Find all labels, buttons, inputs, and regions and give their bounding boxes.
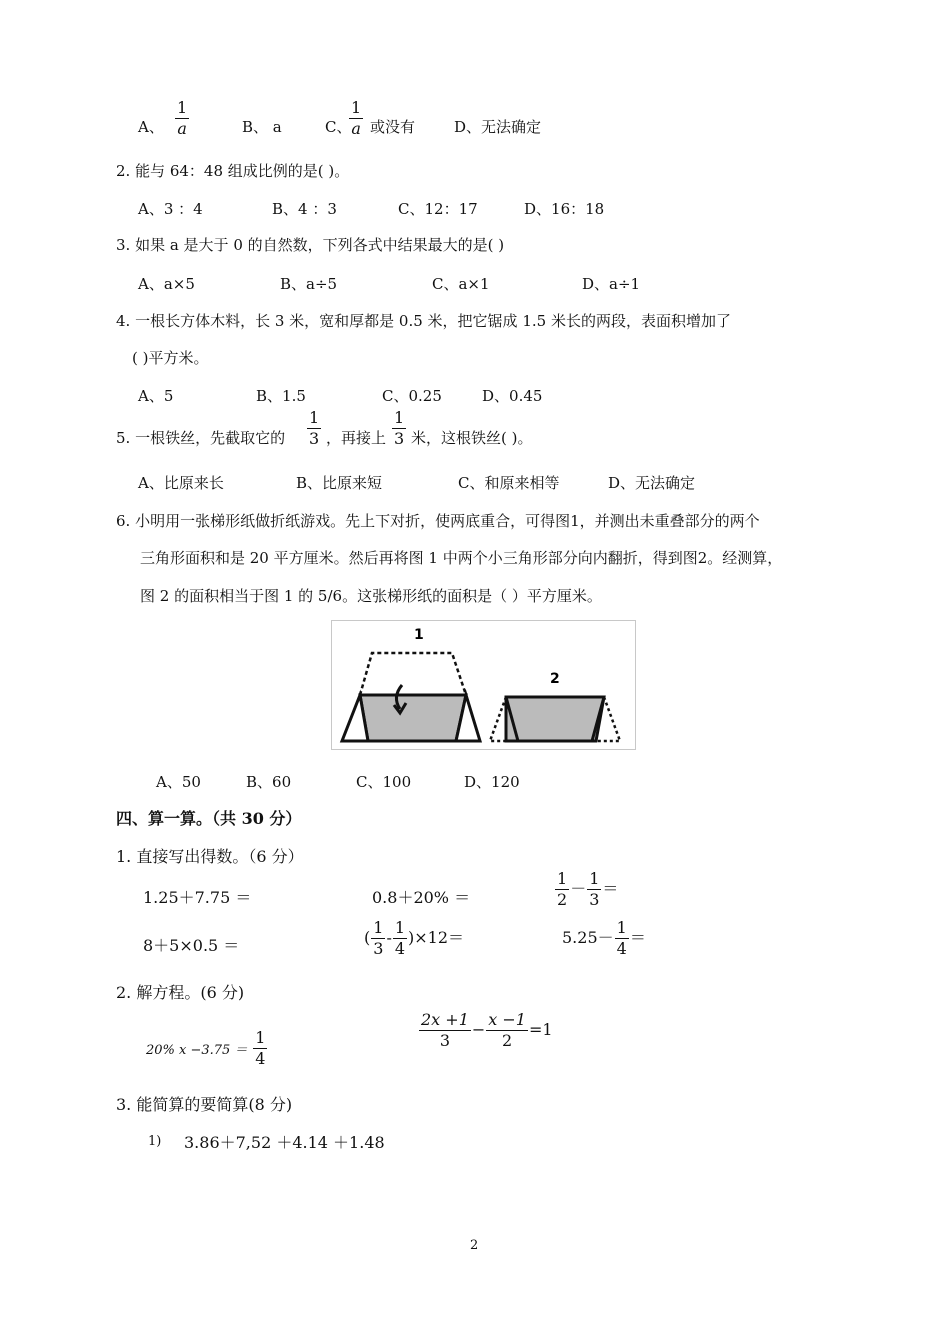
fraction-numerator: x −1 <box>488 1010 526 1029</box>
minus-sign: − <box>471 1020 486 1039</box>
expression-prefix: 5.25－ <box>562 928 614 947</box>
equals-one: =1 <box>528 1020 553 1039</box>
q5-option-d: D、无法确定 <box>608 474 696 492</box>
q4-option-d: D、0.45 <box>482 387 543 405</box>
q5-option-c: C、和原来相等 <box>458 474 560 492</box>
q3-stem: 3. 如果 a 是大于 0 的自然数，下列各式中结果最大的是( ) <box>116 236 505 254</box>
fraction <box>555 871 569 908</box>
q5-text-1: 5. 一根铁丝，先截取它的 <box>116 429 286 447</box>
fraction-numerator: 1 <box>309 408 320 427</box>
fraction-numerator: 1 <box>557 869 568 888</box>
part1-title: 1. 直接写出得数。（6 分） <box>116 847 304 866</box>
fig2-label: 2 <box>550 671 560 687</box>
q1-option-b: B、 a <box>242 118 282 136</box>
equals-sign: ＝ <box>629 928 646 947</box>
fraction <box>393 920 407 957</box>
equation-a <box>146 1030 268 1080</box>
fraction-denominator: 3 <box>373 939 384 958</box>
minus-sign: - <box>386 928 392 947</box>
equation-a-left: 20% x −3.75 ＝ <box>146 1043 248 1058</box>
fraction-denominator: 2 <box>502 1031 513 1050</box>
fraction-numerator: 1 <box>255 1028 266 1047</box>
q6-stem-line3: 图 2 的面积相当于图 1 的 5/6。这张梯形纸的面积是（ ）平方厘米。 <box>140 587 602 605</box>
q2-option-c: C、12：17 <box>398 200 478 218</box>
q2-option-b: B、4 ：3 <box>272 200 337 218</box>
fraction <box>587 871 601 908</box>
q4-option-a: A、5 <box>138 387 174 405</box>
q1-option-d: D、无法确定 <box>454 118 542 136</box>
trapezoid-figure-svg <box>332 621 635 749</box>
q1-option-a-label: A、 <box>138 118 164 136</box>
q5-option-a: A、比原来长 <box>138 474 224 492</box>
q1-option-a-fraction <box>175 100 189 137</box>
q6-option-a: A、50 <box>156 773 201 791</box>
fraction-denominator: 3 <box>439 1031 451 1050</box>
q4-option-c: C、0.25 <box>382 387 442 405</box>
q6-option-b: B、60 <box>246 773 292 791</box>
fraction <box>253 1030 267 1067</box>
q6-stem-line2: 三角形面积和是 20 平方厘米。然后再将图 1 中两个小三角形部分向内翻折，得到图2。经测算， <box>140 549 783 567</box>
q4-option-b: B、1.5 <box>256 387 306 405</box>
fraction-numerator: 1 <box>589 869 600 888</box>
fraction-numerator: 1 <box>177 98 188 117</box>
q6-option-c: C、100 <box>356 773 412 791</box>
q2-option-d: D、16：18 <box>524 200 605 218</box>
page-number: 2 <box>470 1238 479 1253</box>
q5-fraction-2 <box>392 410 406 447</box>
fraction <box>486 1012 528 1049</box>
fraction-numerator: 1 <box>394 918 406 937</box>
fraction-numerator: 1 <box>373 918 384 937</box>
fraction-denominator: a <box>177 119 187 138</box>
q3-option-d: D、a÷1 <box>582 275 641 293</box>
calc-expression-3 <box>554 871 618 921</box>
minus-sign: － <box>570 879 587 898</box>
q6-option-d: D、120 <box>464 773 520 791</box>
equals-sign: ＝ <box>602 879 619 898</box>
q3-option-c: C、a×1 <box>432 275 490 293</box>
q6-stem-line1: 6. 小明用一张梯形纸做折纸游戏。先上下对折，使两底重合，可得图1，并测出未重叠部分的两个 <box>116 512 760 530</box>
calc-expression-1: 1.25＋7.75 ＝ <box>143 888 252 907</box>
fraction-numerator: 1 <box>616 918 627 937</box>
part3-item-expression: 3.86＋7,52 ＋4.14 ＋1.48 <box>184 1133 385 1152</box>
fraction-denominator: a <box>351 119 361 138</box>
calc-expression-4: 8＋5×0.5 ＝ <box>143 936 240 955</box>
equation-b <box>418 1012 553 1062</box>
q3-option-a: A、a×5 <box>138 275 195 293</box>
q2-option-a: A、3 ：4 <box>138 200 203 218</box>
fraction-denominator: 4 <box>616 939 627 958</box>
open-paren: ( <box>364 928 371 947</box>
fraction <box>419 1012 471 1049</box>
calc-expression-5 <box>364 920 464 970</box>
fraction-denominator: 3 <box>589 890 600 909</box>
q1-option-c-suffix: 或没有 <box>370 118 416 136</box>
q5-option-b: B、比原来短 <box>296 474 383 492</box>
q5-text-2: ，再接上 <box>326 429 387 447</box>
part3-item-number: 1) <box>148 1134 162 1149</box>
fraction-numerator: 1 <box>394 408 405 427</box>
fraction-denominator: 3 <box>394 429 405 448</box>
calc-expression-2: 0.8＋20% ＝ <box>372 888 471 907</box>
fraction-numerator: 2x +1 <box>421 1010 469 1029</box>
fraction-numerator: 1 <box>351 98 362 117</box>
q4-stem: 4. 一根长方体木料，长 3 米，宽和厚都是 0.5 米，把它锯成 1.5 米长的两段，表面积增加了 <box>116 312 731 330</box>
fig1-label: 1 <box>414 627 424 643</box>
close-paren: )×12＝ <box>408 928 465 947</box>
part3-title: 3. 能简算的要简算(8 分) <box>116 1095 293 1114</box>
q1-option-c-fraction <box>349 100 363 137</box>
q1-option-c-label: C、 <box>325 118 352 136</box>
q3-option-b: B、a÷5 <box>280 275 338 293</box>
q4-stem-cont: ( )平方米。 <box>132 349 209 367</box>
fraction <box>371 920 385 957</box>
fraction <box>615 920 629 957</box>
calc-expression-6 <box>562 920 646 970</box>
fig1-overlap-region <box>360 695 466 741</box>
q5-text-3: 米，这根铁丝( )。 <box>411 429 533 447</box>
fraction-denominator: 2 <box>557 890 568 909</box>
fraction-denominator: 3 <box>309 429 320 448</box>
fig1-dotted-outline <box>360 653 466 695</box>
part2-title: 2. 解方程。(6 分) <box>116 983 245 1002</box>
fraction-denominator: 4 <box>255 1049 266 1068</box>
fig2-main-region <box>506 697 604 741</box>
fig2-left-dotted-triangle <box>490 697 506 741</box>
section-heading: 四、算一算。（共 30 分） <box>116 809 302 828</box>
q2-stem: 2. 能与 64：48 组成比例的是( )。 <box>116 162 350 180</box>
fraction-denominator: 4 <box>394 939 406 958</box>
q5-fraction-1 <box>307 410 321 447</box>
trapezoid-figure <box>331 620 636 750</box>
